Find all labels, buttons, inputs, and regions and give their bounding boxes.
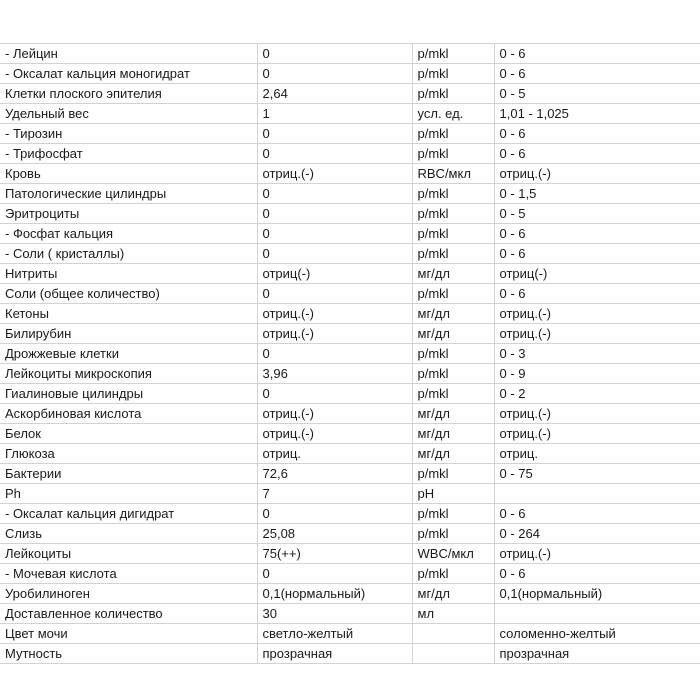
table-row [0,504,700,524]
reference-range-cell: отриц(-) [494,264,700,284]
result-value-cell: отриц(-) [257,264,412,284]
test-name-cell: Эритроциты [0,204,257,224]
test-name-cell: Цвет мочи [0,624,257,644]
table-row [0,84,700,104]
table-row [0,384,700,404]
test-name-cell: - Оксалат кальция моногидрат [0,64,257,84]
reference-range-cell: 0 - 3 [494,344,700,364]
unit-cell: p/mkl [412,384,494,404]
test-name-cell: Белок [0,424,257,444]
reference-range-cell: 0 - 75 [494,464,700,484]
table-row [0,544,700,564]
reference-range-cell: отриц.(-) [494,404,700,424]
unit-cell: p/mkl [412,224,494,244]
table-row [0,204,700,224]
table-row [0,484,700,504]
reference-range-cell: 0 - 6 [494,44,700,64]
reference-range-cell: 0 - 5 [494,84,700,104]
test-name-cell: Слизь [0,524,257,544]
reference-range-cell: 0 - 6 [494,64,700,84]
test-name-cell: Клетки плоского эпителия [0,84,257,104]
unit-cell: p/mkl [412,124,494,144]
test-name-cell: Мутность [0,644,257,664]
test-name-cell: - Мочевая кислота [0,564,257,584]
result-value-cell: 0 [257,64,412,84]
reference-range-cell [494,604,700,624]
test-name-cell: - Тирозин [0,124,257,144]
result-value-cell: 0 [257,504,412,524]
table-row [0,184,700,204]
reference-range-cell: 1,01 - 1,025 [494,104,700,124]
test-name-cell: Уробилиноген [0,584,257,604]
test-name-cell: Лейкоциты микроскопия [0,364,257,384]
table-row [0,584,700,604]
reference-range-cell: 0 - 6 [494,504,700,524]
test-name-cell: Глюкоза [0,444,257,464]
reference-range-cell: 0 - 6 [494,224,700,244]
test-name-cell: - Трифосфат [0,144,257,164]
table-row [0,144,700,164]
table-row [0,104,700,124]
result-value-cell: 72,6 [257,464,412,484]
test-name-cell: Патологические цилиндры [0,184,257,204]
test-name-cell: Кровь [0,164,257,184]
test-name-cell: Аскорбиновая кислота [0,404,257,424]
reference-range-cell: 0 - 5 [494,204,700,224]
result-value-cell: 0 [257,124,412,144]
result-value-cell: 1 [257,104,412,124]
result-value-cell: 0 [257,344,412,364]
result-value-cell: 0 [257,564,412,584]
reference-range-cell: отриц.(-) [494,424,700,444]
unit-cell: p/mkl [412,84,494,104]
result-value-cell: 0 [257,284,412,304]
table-row [0,604,700,624]
reference-range-cell: отриц.(-) [494,304,700,324]
unit-cell: усл. ед. [412,104,494,124]
result-value-cell: 2,64 [257,84,412,104]
unit-cell: p/mkl [412,464,494,484]
reference-range-cell: 0 - 9 [494,364,700,384]
reference-range-cell: отриц.(-) [494,324,700,344]
result-value-cell: 0 [257,244,412,264]
unit-cell: мг/дл [412,424,494,444]
test-name-cell: Бактерии [0,464,257,484]
unit-cell: p/mkl [412,564,494,584]
unit-cell: p/mkl [412,364,494,384]
table-row [0,644,700,664]
table-row [0,284,700,304]
test-name-cell: Ph [0,484,257,504]
unit-cell: p/mkl [412,144,494,164]
unit-cell: мг/дл [412,304,494,324]
result-value-cell: отриц.(-) [257,424,412,444]
test-name-cell: Лейкоциты [0,544,257,564]
result-value-cell: 0 [257,384,412,404]
table-row [0,224,700,244]
result-value-cell: отриц.(-) [257,404,412,424]
reference-range-cell: отриц. [494,444,700,464]
reference-range-cell: 0 - 6 [494,564,700,584]
table-row [0,304,700,324]
reference-range-cell: соломенно-желтый [494,624,700,644]
test-name-cell: Удельный вес [0,104,257,124]
result-value-cell: 0 [257,44,412,64]
unit-cell: мг/дл [412,584,494,604]
unit-cell: p/mkl [412,44,494,64]
unit-cell: WBC/мкл [412,544,494,564]
test-name-cell: - Фосфат кальция [0,224,257,244]
test-name-cell: Доставленное количество [0,604,257,624]
result-value-cell: отриц.(-) [257,304,412,324]
reference-range-cell: 0 - 6 [494,144,700,164]
unit-cell: p/mkl [412,504,494,524]
result-value-cell: 0 [257,184,412,204]
reference-range-cell: 0 - 2 [494,384,700,404]
table-row [0,364,700,384]
table-row [0,524,700,544]
result-value-cell: 0 [257,204,412,224]
results-table-body [0,44,700,664]
table-row [0,564,700,584]
test-name-cell: Нитриты [0,264,257,284]
reference-range-cell: прозрачная [494,644,700,664]
reference-range-cell: 0 - 1,5 [494,184,700,204]
result-value-cell: 75(++) [257,544,412,564]
unit-cell: p/mkl [412,64,494,84]
unit-cell: p/mkl [412,284,494,304]
test-name-cell: Гиалиновые цилиндры [0,384,257,404]
reference-range-cell: 0 - 6 [494,124,700,144]
unit-cell: мг/дл [412,444,494,464]
unit-cell: мг/дл [412,404,494,424]
unit-cell: RBC/мкл [412,164,494,184]
result-value-cell: 30 [257,604,412,624]
table-row [0,404,700,424]
unit-cell [412,644,494,664]
table-row [0,244,700,264]
table-row [0,624,700,644]
table-row [0,324,700,344]
result-value-cell: 25,08 [257,524,412,544]
urinalysis-results-table [0,43,700,664]
reference-range-cell: отриц.(-) [494,164,700,184]
test-name-cell: Билирубин [0,324,257,344]
table-row [0,64,700,84]
reference-range-cell: 0 - 6 [494,244,700,264]
test-name-cell: Кетоны [0,304,257,324]
table-row [0,464,700,484]
result-value-cell: 0 [257,144,412,164]
unit-cell: мл [412,604,494,624]
result-value-cell: отриц.(-) [257,324,412,344]
reference-range-cell: 0 - 264 [494,524,700,544]
result-value-cell: 0 [257,224,412,244]
unit-cell: мг/дл [412,324,494,344]
table-row [0,124,700,144]
unit-cell [412,624,494,644]
test-name-cell: - Оксалат кальция дигидрат [0,504,257,524]
test-name-cell: Дрожжевые клетки [0,344,257,364]
table-row [0,424,700,444]
reference-range-cell: отриц.(-) [494,544,700,564]
unit-cell: мг/дл [412,264,494,284]
table-row [0,44,700,64]
result-value-cell: прозрачная [257,644,412,664]
test-name-cell: Соли (общее количество) [0,284,257,304]
table-row [0,264,700,284]
unit-cell: p/mkl [412,204,494,224]
reference-range-cell: 0 - 6 [494,284,700,304]
table-row [0,344,700,364]
result-value-cell: 7 [257,484,412,504]
result-value-cell: светло-желтый [257,624,412,644]
result-value-cell: отриц.(-) [257,164,412,184]
result-value-cell: отриц. [257,444,412,464]
test-name-cell: - Лейцин [0,44,257,64]
table-row [0,444,700,464]
test-name-cell: - Соли ( кристаллы) [0,244,257,264]
reference-range-cell: 0,1(нормальный) [494,584,700,604]
unit-cell: p/mkl [412,524,494,544]
unit-cell: p/mkl [412,344,494,364]
unit-cell: pH [412,484,494,504]
unit-cell: p/mkl [412,184,494,204]
result-value-cell: 3,96 [257,364,412,384]
result-value-cell: 0,1(нормальный) [257,584,412,604]
reference-range-cell [494,484,700,504]
unit-cell: p/mkl [412,244,494,264]
table-row [0,164,700,184]
